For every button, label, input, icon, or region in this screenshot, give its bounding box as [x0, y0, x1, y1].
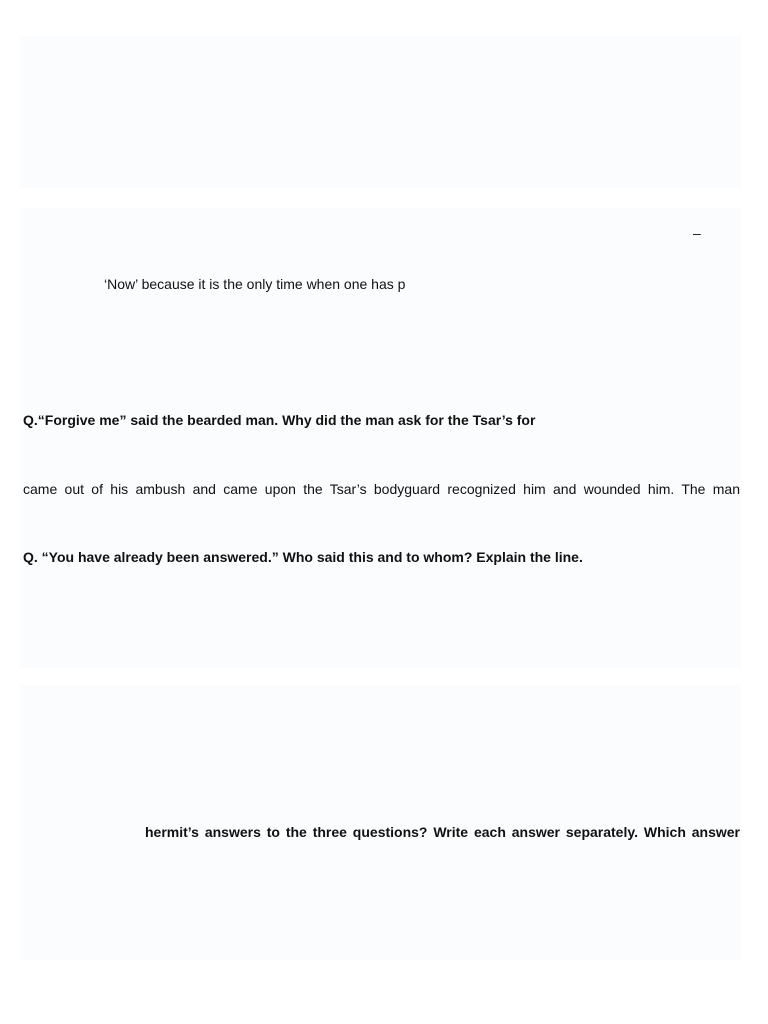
answer-text-ambush: came out of his ambush and came upon the Tsar’s bodyguard recognized him and wounded him. The man [23, 481, 740, 497]
dash-mark: – [693, 225, 701, 241]
answer-text-now: ‘Now’ because it is the only time when one has p [104, 276, 406, 292]
question-hermit-answers: hermit’s answers to the three questions? Write each answer separately. Which answer [145, 824, 740, 840]
question-already-answered: Q. “You have already been answered.” Who said this and to whom? Explain the line. [23, 549, 583, 565]
question-forgive-me: Q.“Forgive me” said the bearded man. Why did the man ask for the Tsar’s for [23, 412, 536, 428]
blank-content-panel-top [20, 36, 742, 188]
